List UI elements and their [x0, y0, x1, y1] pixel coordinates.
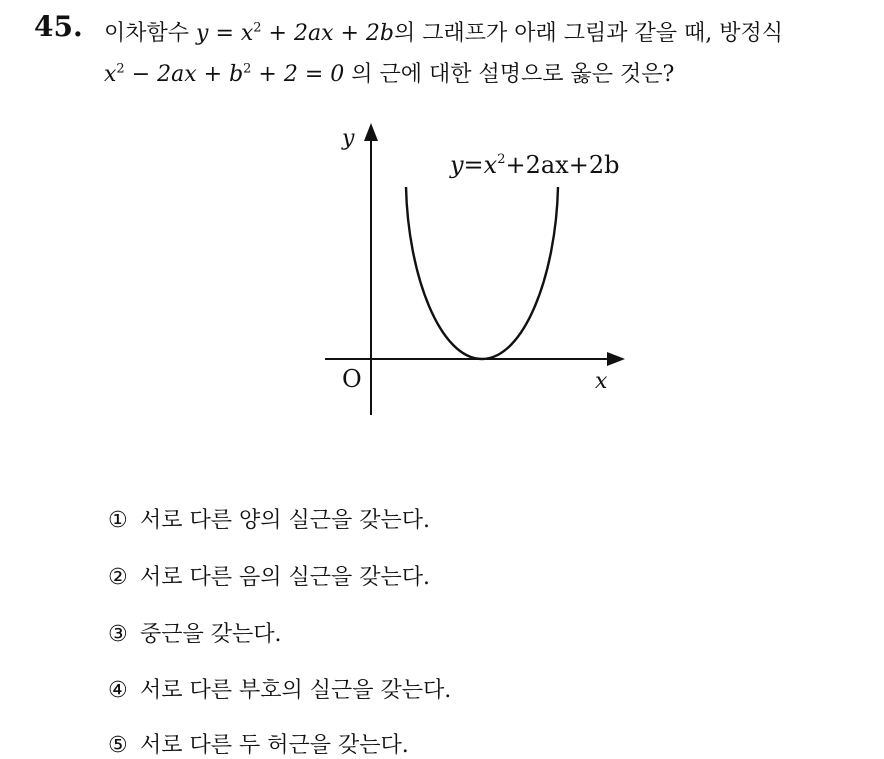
choice-number: ③: [108, 622, 128, 647]
curve-label: $y=x^2+2ax+2b$: [450, 151, 620, 179]
question-line-2: [104, 57, 674, 88]
x-axis-label: x: [595, 369, 608, 394]
choice-4[interactable]: [108, 673, 451, 704]
choice-number: ①: [108, 508, 128, 533]
question-intro-suffix: 의 그래프가 아래 그림과 같을 때, 방정식: [394, 21, 784, 46]
choice-text: 서로 다른 음의 실근을 갖는다.: [140, 565, 430, 590]
y-axis-arrow: [364, 123, 378, 141]
origin-label: O: [342, 365, 362, 393]
equation: $x^2 - 2ax + b^2 + 2 = 0$: [104, 61, 345, 87]
choice-number: ④: [108, 678, 128, 703]
question-line-1: [104, 16, 783, 47]
choice-2[interactable]: [108, 560, 430, 591]
quadratic-function: $y = x^2 + 2ax + 2b$: [196, 20, 395, 46]
y-axis-label: y: [342, 126, 355, 151]
choice-number: ⑤: [108, 733, 128, 758]
parabola-curve: [406, 187, 558, 359]
choice-text: 서로 다른 양의 실근을 갖는다.: [140, 508, 430, 533]
choice-number: ②: [108, 565, 128, 590]
choice-3[interactable]: [108, 617, 282, 648]
question-prompt: 의 근에 대한 설명으로 옳은 것은?: [344, 62, 675, 87]
question-intro: 이차함수: [104, 21, 197, 46]
x-axis-arrow: [607, 352, 625, 366]
choice-text: 서로 다른 두 허근을 갖는다.: [140, 733, 409, 758]
question-number: 45.: [34, 10, 83, 43]
parabola-graph: [310, 115, 650, 425]
choice-5[interactable]: [108, 728, 409, 759]
choice-text: 서로 다른 부호의 실근을 갖는다.: [140, 678, 452, 703]
choice-text: 중근을 갖는다.: [140, 622, 282, 647]
choice-1[interactable]: [108, 503, 430, 534]
